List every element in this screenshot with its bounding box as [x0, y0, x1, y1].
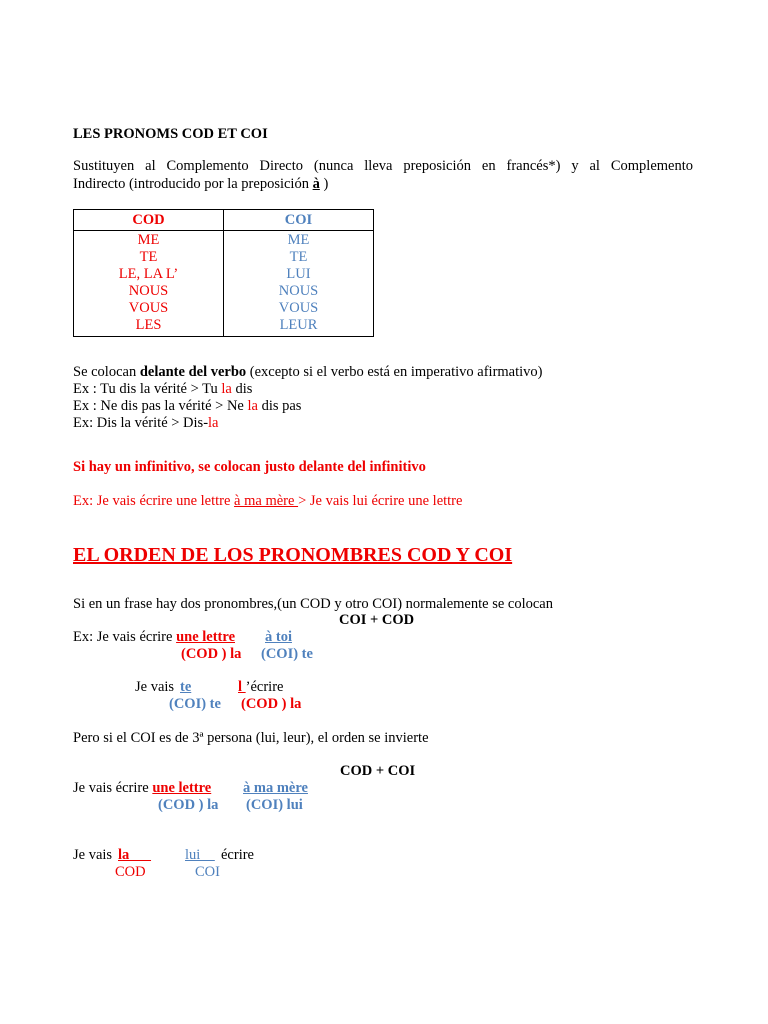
cod-item: LES [135, 317, 162, 333]
example-text: Ex: Je vais écrire [73, 629, 177, 645]
order-example-2-end [238, 679, 283, 696]
intro-line-2-text: Indirecto (introducido por la preposición [73, 176, 313, 192]
order-example-4-end: écrire [221, 847, 254, 863]
coi-item: ME [287, 232, 310, 248]
section-heading: EL ORDEN DE LOS PRONOMBRES COD Y COI [73, 544, 513, 566]
placement-example-1 [73, 381, 252, 398]
cod-column [74, 231, 224, 337]
cod-item: NOUS [128, 283, 169, 299]
order-example-2-start: Je vais [135, 679, 175, 695]
example-cod-label-text: (COD ) la [158, 797, 219, 813]
example-cod: la [118, 847, 152, 863]
coi-item: TE [289, 249, 308, 265]
example-cod-label [158, 797, 218, 814]
example-text: Ex : Ne dis pas la vérité > Ne [73, 398, 248, 414]
example-text: dis pas [257, 398, 302, 414]
example-text: Je vais écrire [73, 780, 153, 796]
example-cod-label: COD [115, 864, 146, 880]
example-coi-label: COI [195, 864, 220, 880]
example-cod-label: (COD ) la [241, 696, 302, 712]
coi-item: LEUR [279, 317, 318, 333]
preposition-a: à [312, 176, 320, 192]
intro-line-2-end: ) [319, 176, 329, 192]
cod-item: LE, LA L’ [118, 266, 179, 282]
order-exception: Pero si el COI es de 3ª persona (lui, leur), el orden se invierte [73, 730, 429, 746]
header-cod: COD [74, 210, 224, 231]
example-cod: une lettre [176, 629, 235, 645]
infinitive-rule: Si hay un infinitivo, se colocan justo delante del infinitivo [73, 459, 426, 475]
example-text: Ex: Dis la vérité > Dis- [73, 415, 209, 431]
example-text: dis [231, 381, 253, 397]
example-coi-label: (COI) te [169, 696, 221, 712]
example-cod-label: (COD ) la [181, 646, 242, 662]
example-coi: à toi [265, 629, 292, 645]
example-text: ’écrire [245, 679, 284, 695]
pronoun-table [73, 209, 374, 337]
table-header-row [74, 210, 374, 231]
order-example-3 [73, 780, 211, 797]
intro-line-2 [73, 176, 328, 193]
coi-column [224, 231, 374, 337]
coi-item: NOUS [278, 283, 319, 299]
example-coi: lui [185, 847, 215, 863]
doc-title: LES PRONOMS COD ET COI [73, 126, 268, 142]
example-pronoun: la [208, 415, 219, 431]
order-intro: Si en un frase hay dos pronombres,(un COD y otro COI) normalemente se colocan [73, 596, 553, 612]
order-example-4-start: Je vais [73, 847, 113, 863]
header-coi: COI [224, 210, 374, 231]
coi-item: VOUS [278, 300, 319, 316]
cod-item: TE [139, 249, 158, 265]
intro-line-1: Sustituyen al Complemento Directo (nunca lleva preposición en francés*) y al Complemento [73, 158, 693, 174]
example-coi: à ma mère [243, 780, 308, 796]
example-text: Ex : Tu dis la vérité > Tu [73, 381, 222, 397]
example-coi: te [180, 679, 192, 695]
example-coi-label: (COI) lui [246, 797, 303, 813]
example-cod: l [238, 679, 246, 695]
order-cod-coi: COD + COI [340, 763, 416, 779]
placement-rule-bold: delante del verbo [139, 364, 247, 380]
infinitive-example [73, 493, 462, 510]
table-body-row [74, 231, 374, 337]
coi-item: LUI [286, 266, 311, 282]
placement-rule [73, 364, 543, 381]
example-coi-label: (COI) te [261, 646, 313, 662]
order-coi-cod: COI + COD [339, 612, 415, 628]
placement-rule-start: Se colocan [73, 364, 140, 380]
example-result: > Je vais lui écrire une lettre [298, 493, 463, 509]
example-cod: une lettre [152, 780, 212, 796]
example-pronoun: la [247, 398, 258, 414]
placement-rule-rest: (excepto si el verbo está en imperativo afirmativo) [246, 364, 543, 380]
placement-example-3 [73, 415, 219, 432]
order-example-1 [73, 629, 235, 646]
placement-example-2 [73, 398, 301, 415]
example-indirect-object: à ma mère [234, 493, 299, 509]
example-text: Ex: Je vais écrire une lettre [73, 493, 235, 509]
example-pronoun: la [221, 381, 232, 397]
cod-item: ME [137, 232, 160, 248]
cod-item: VOUS [128, 300, 169, 316]
